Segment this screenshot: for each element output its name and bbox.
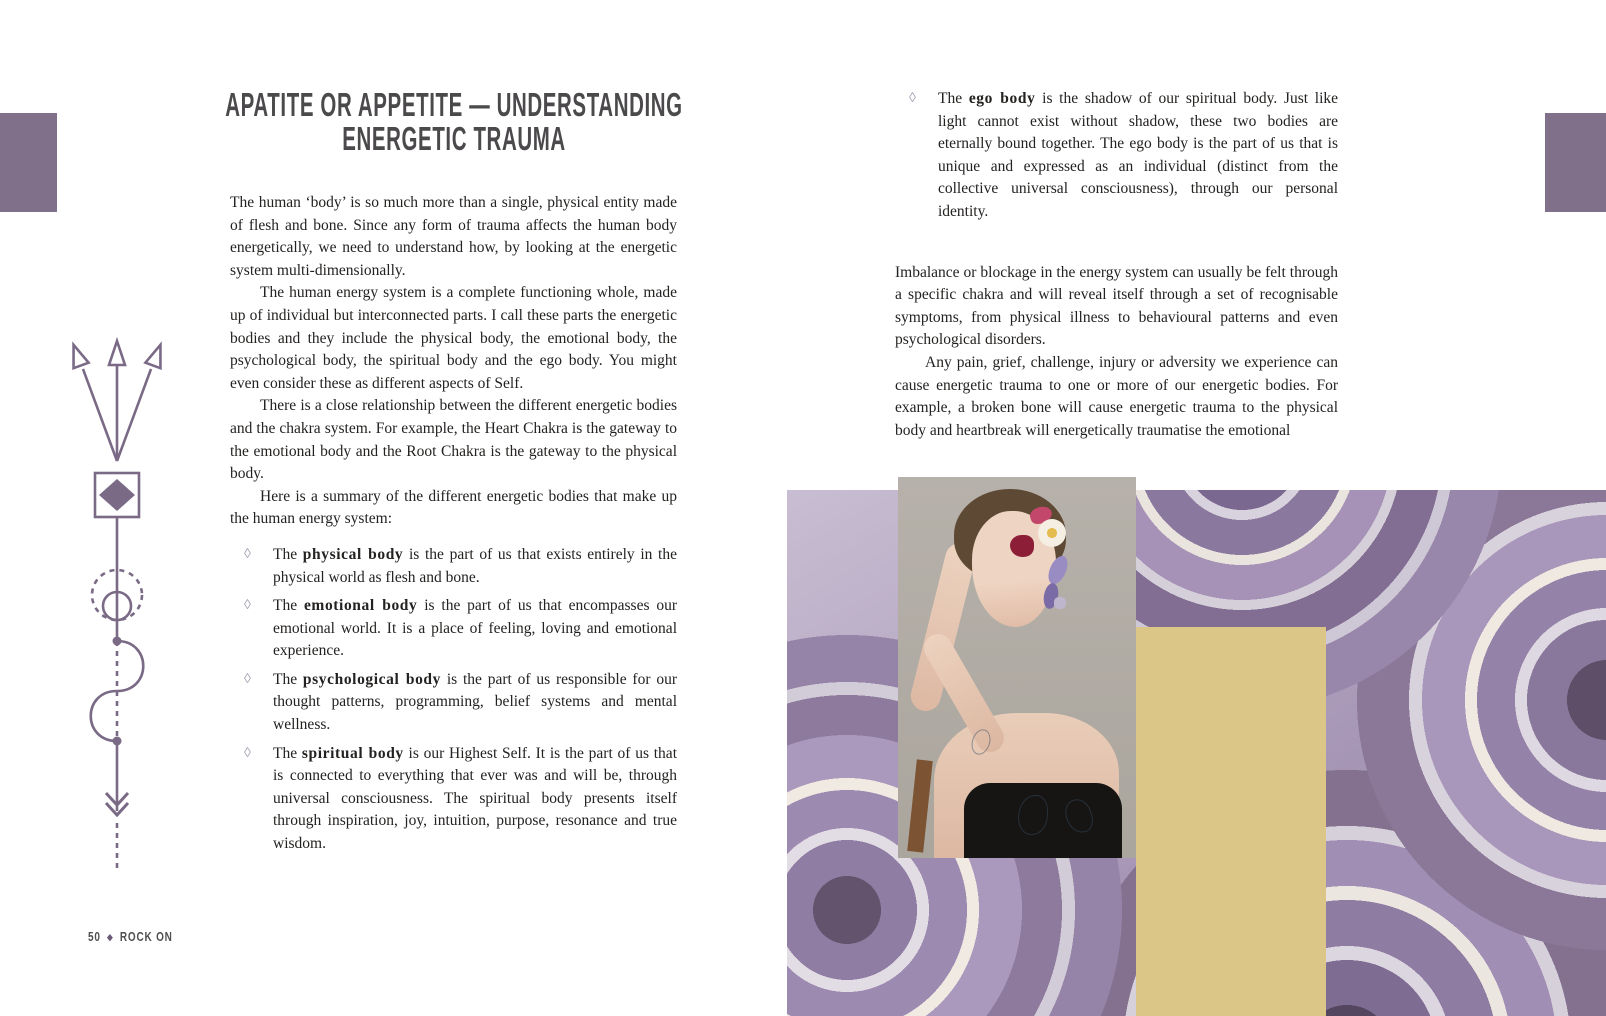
bold-term: spiritual body: [301, 744, 404, 762]
center-arrowhead-icon: [109, 341, 125, 365]
left-arrowhead-icon: [66, 342, 89, 368]
right-arrowhead-icon: [145, 342, 168, 368]
body-paragraph: Here is a summary of the different energetic bodies that make up the human energy system:: [230, 487, 677, 528]
list-item-lead: The: [273, 670, 303, 688]
body-paragraph: The human ‘body’ is so much more than a single, physical entity made of flesh and bone. Since any form of trauma affects the human body energetically, we need to understand how, by looking at the energetic system multi-dimensionally.: [230, 194, 677, 279]
tan-color-block: [1136, 627, 1326, 1016]
diamond-bullet-icon: ◊: [244, 745, 251, 761]
list-item-text: is the shadow of our spiritual body. Just like light cannot exist without shadow, these two bodies are eternally bound together. The ego body is the part of us that is unique and expressed as an individual (distinct from the collective universal consciousness), through our personal identity.: [938, 90, 1338, 220]
list-item: [230, 669, 677, 737]
diamond-bullet-icon: ◊: [244, 546, 251, 562]
list-item-lead: The: [273, 597, 304, 615]
page-footer: [88, 930, 173, 944]
portrait-photo: [898, 477, 1136, 858]
bold-term: psychological body: [302, 670, 441, 688]
footer-diamond-icon: ◆: [107, 932, 114, 942]
list-item-text: is the part of us that exists entirely in the physical world as flesh and bone.: [273, 545, 677, 586]
bold-term: emotional body: [303, 597, 418, 615]
bold-term: physical body: [302, 545, 404, 563]
diamond-bullet-icon: ◊: [244, 598, 251, 614]
body-paragraph: There is a close relationship between the different energetic bodies and the chakra system. For example, the Heart Chakra is the gateway to the emotional body and the Root Chakra is the gateway to the physical body.: [230, 397, 677, 483]
body-paragraph: Imbalance or blockage in the energy system can usually be felt through a specific chakra and will reveal itself through a set of recognisable symptoms, from physical illness to behavioural patterns and even psychological disorders.: [895, 263, 1338, 349]
diamond-bullet-icon: ◊: [909, 91, 916, 106]
list-item: [230, 544, 677, 589]
list-item-text: is our Highest Self. It is the part of us that is connected to everything that ever was and will be, through universal consciousness. The spiritual body presents itself through inspiration, joy, intuition, purpose, resonance and true wisdom.: [273, 744, 677, 853]
page-title-line1: APATITE OR APPETITE — UNDERSTANDING: [224, 86, 683, 123]
right-edge-accent-rectangle: [1545, 113, 1606, 212]
energetic-bodies-list-continued: [895, 88, 1338, 224]
portrait-chair: [907, 759, 933, 852]
list-item-lead: The: [938, 90, 969, 107]
list-item: [230, 743, 677, 856]
right-arrow-line: [117, 369, 151, 461]
energy-line-illustration: [64, 333, 170, 878]
left-edge-accent-rectangle: [0, 113, 57, 212]
list-item: [230, 595, 677, 663]
body-paragraph: Any pain, grief, challenge, injury or adversity we experience can cause energetic trauma to one or more of our energetic bodies. For example, a broken bone will cause energetic trauma to the physical body and heartbreak will energetically traumatise the emotional: [895, 353, 1338, 439]
page-title: [225, 88, 682, 156]
diamond-bullet-icon: ◊: [244, 671, 251, 687]
page-title-line2: ENERGETIC TRAUMA: [341, 120, 566, 157]
bold-term: ego body: [968, 90, 1036, 107]
list-item-text: is the part of us responsible for our thought patterns, programming, belief systems and mental wellness.: [273, 670, 677, 734]
list-item: [895, 88, 1338, 224]
list-item-text: is the part of us that encompasses our emotional world. It is a place of feeling, loving and emotional experience.: [273, 597, 678, 660]
page-number: 50: [88, 930, 101, 944]
list-item-lead: The: [273, 744, 302, 762]
portrait-flower: [1054, 597, 1066, 609]
book-title: ROCK ON: [119, 930, 173, 944]
body-paragraph: The human energy system is a complete functioning whole, made up of individual but interconnected parts. I call these parts the energetic bodies and they include the physical body, the emotional body, the psychological body, the spiritual body and the ego body. You might even consider these as different aspects of Self.: [230, 284, 677, 392]
list-item-lead: The: [273, 545, 303, 563]
left-page-text-column: [224, 86, 683, 862]
portrait-flower: [1010, 535, 1034, 557]
left-arrow-line: [83, 369, 117, 461]
right-page-text-column: [895, 88, 1338, 442]
portrait-flower: [1038, 519, 1066, 547]
energetic-bodies-list: [230, 544, 677, 856]
